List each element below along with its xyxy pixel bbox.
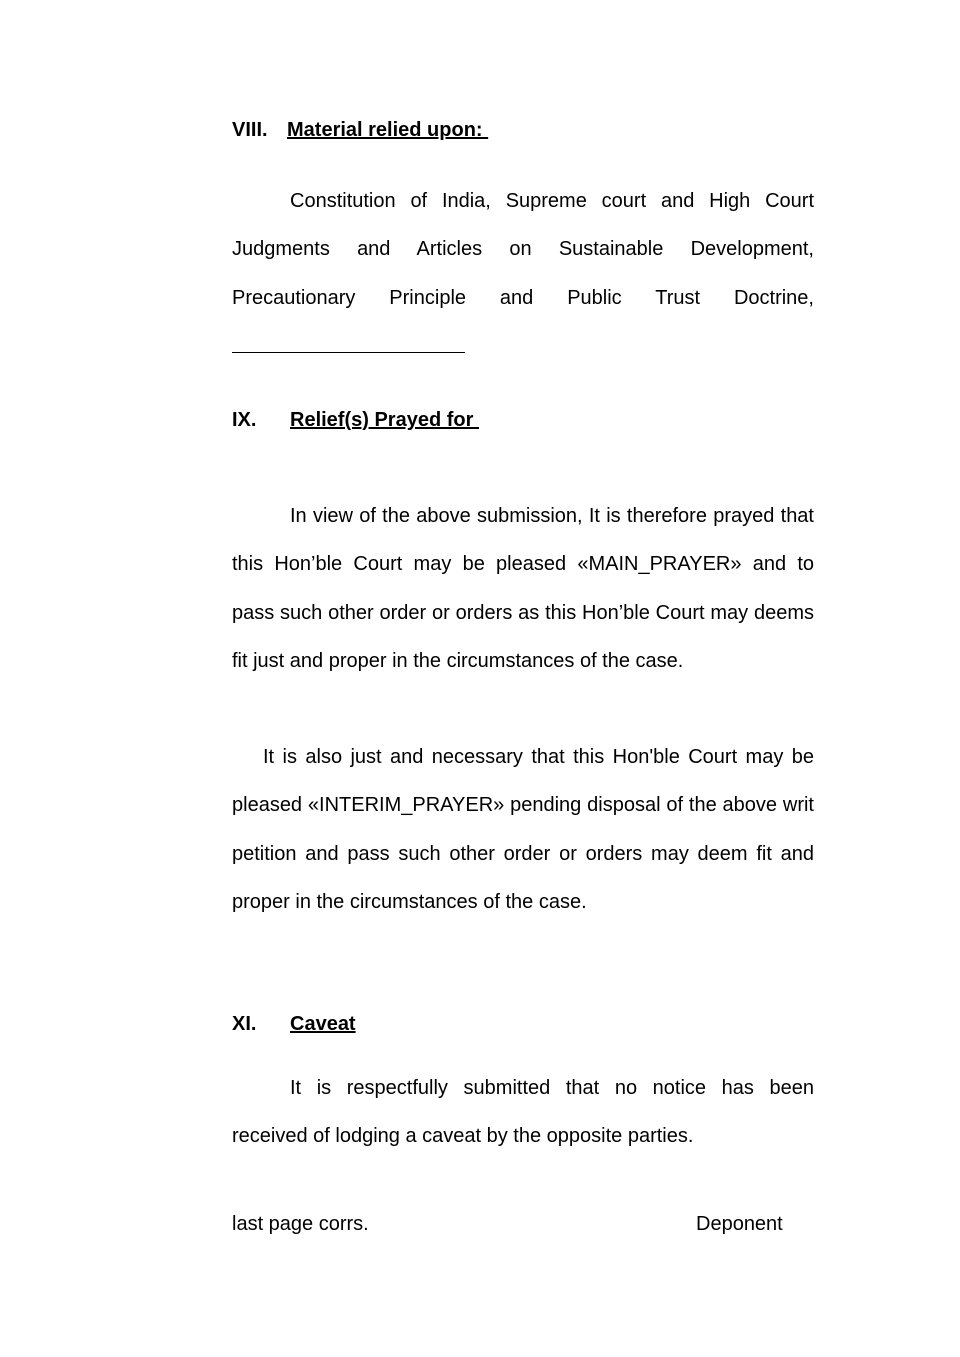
deponent-label: Deponent — [696, 1213, 783, 1235]
section-xi-heading — [232, 1012, 356, 1036]
section-ix-heading — [232, 408, 479, 432]
section-viii-title: Material relied upon: — [287, 119, 489, 141]
main-prayer-paragraph: In view of the above submission, It is therefore prayed that this Hon’ble Court may be pleased «MAIN_PRAYER» and to pass such other order or orders as this Hon’ble Court may deems fit just and proper in the circumstances of the case. — [232, 505, 814, 673]
section-viii-heading — [232, 118, 488, 142]
section-ix-number: IX. — [232, 409, 257, 431]
section-viii-body: Constitution of India, Supreme court and High Court Judgments and Articles on Sustainable Development, Precautionary Principle and Public Trust Doctrine, — [232, 190, 814, 309]
section-xi-number: XI. — [232, 1013, 257, 1035]
interim-prayer-paragraph: It is also just and necessary that this Hon'ble Court may be pleased «INTERIM_PRAYER» pending disposal of the above writ petition and pass such other order or orders may deem fit and proper in the circumstances of the case. — [232, 746, 814, 914]
caveat-paragraph: It is respectfully submitted that no notice has been received of lodging a caveat by the opposite parties. — [232, 1077, 814, 1148]
last-page-note: last page corrs. — [232, 1213, 369, 1235]
section-xi-title: Caveat — [290, 1013, 356, 1035]
section-ix-title: Relief(s) Prayed for — [290, 409, 479, 431]
section-viii-number: VIII. — [232, 119, 268, 141]
blank-fill-line — [232, 352, 465, 353]
